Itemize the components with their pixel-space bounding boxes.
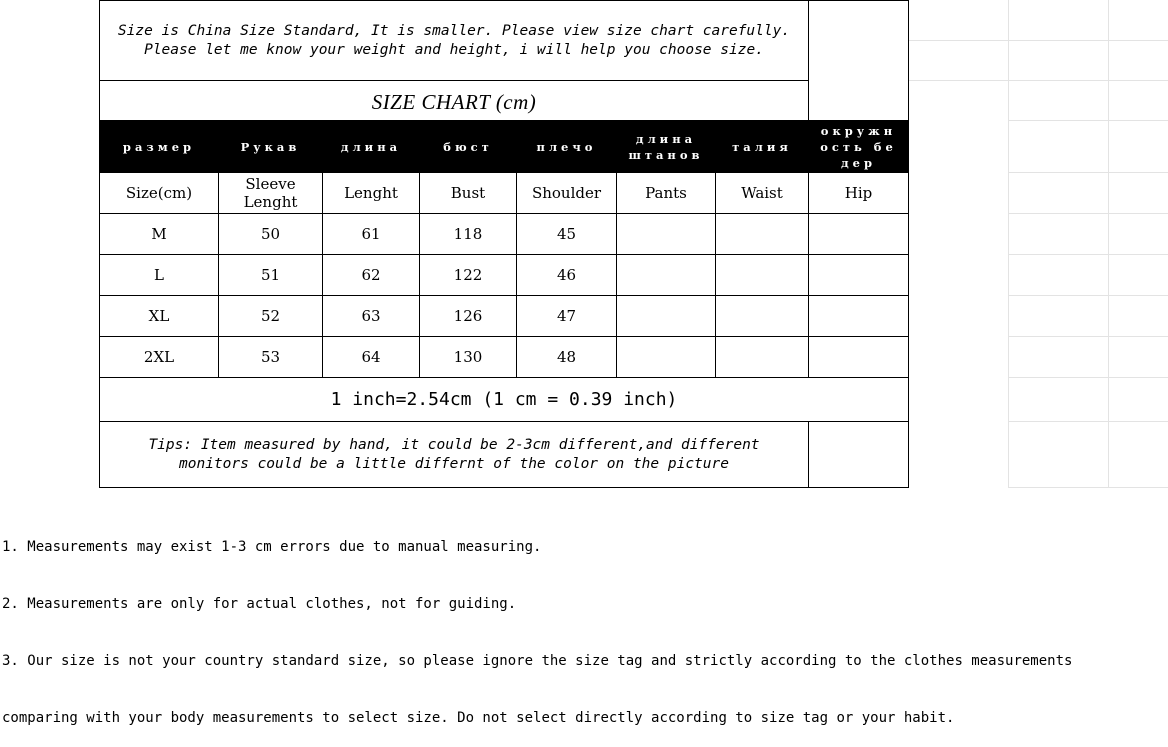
ru-header-waist: талия (715, 120, 809, 173)
row-xl-sleeve: 52 (218, 295, 323, 337)
row-2xl-shoulder: 48 (516, 336, 617, 378)
size-standard-note (99, 0, 809, 81)
tips-note (99, 421, 809, 488)
note-1: 1. Measurements may exist 1-3 cm errors due to manual measuring. (2, 539, 542, 555)
row-l-hip (808, 254, 909, 296)
row-xl-size: XL (99, 295, 219, 337)
en-header-hip: Hip (808, 172, 909, 214)
row-xl-bust: 126 (419, 295, 517, 337)
note-3-continued: comparing with your body measurements to select size. Do not select directly according to size tag or your habit. (2, 710, 955, 726)
russian-header-row (99, 120, 909, 173)
size-chart-table (99, 0, 909, 488)
chart-title: SIZE CHART (cm) (99, 80, 809, 121)
en-header-waist: Waist (715, 172, 809, 214)
row-m-bust: 118 (419, 213, 517, 255)
row-l-waist (715, 254, 809, 296)
note-2: 2. Measurements are only for actual clothes, not for guiding. (2, 596, 517, 612)
tips-line-2: monitors could be a little differnt of the color on the picture (179, 455, 729, 472)
en-header-size: Size(cm) (99, 172, 219, 214)
row-l-bust: 122 (419, 254, 517, 296)
ru-header-bust: бюст (419, 120, 517, 173)
row-xl-pants (616, 295, 716, 337)
row-2xl-length: 64 (322, 336, 420, 378)
row-m-shoulder: 45 (516, 213, 617, 255)
row-2xl-waist (715, 336, 809, 378)
row-xl-shoulder: 47 (516, 295, 617, 337)
en-header-shoulder: Shoulder (516, 172, 617, 214)
row-2xl-sleeve: 53 (218, 336, 323, 378)
tips-line-1: Tips: Item measured by hand, it could be 2-3cm different,and different (148, 436, 760, 453)
measurement-notes (2, 500, 1072, 747)
en-header-bust: Bust (419, 172, 517, 214)
row-2xl-hip (808, 336, 909, 378)
row-2xl-size: 2XL (99, 336, 219, 378)
size-standard-note-line-1: Size is China Size Standard, It is smaller. Please view size chart carefully. (117, 22, 791, 39)
row-m-size: M (99, 213, 219, 255)
ru-header-length: длина (322, 120, 420, 173)
row-m-pants (616, 213, 716, 255)
inch-conversion: 1 inch=2.54cm (1 cm = 0.39 inch) (99, 377, 909, 422)
row-l-length: 62 (322, 254, 420, 296)
row-xl-waist (715, 295, 809, 337)
row-l-pants (616, 254, 716, 296)
row-m-hip (808, 213, 909, 255)
en-header-length: Lenght (322, 172, 420, 214)
ru-header-pants: длина штанов (616, 120, 716, 173)
ru-header-size: размер (99, 120, 219, 173)
row-xl-hip (808, 295, 909, 337)
row-l-size: L (99, 254, 219, 296)
en-header-pants: Pants (616, 172, 716, 214)
row-2xl-pants (616, 336, 716, 378)
row-l-shoulder: 46 (516, 254, 617, 296)
row-xl-length: 63 (322, 295, 420, 337)
row-l-sleeve: 51 (218, 254, 323, 296)
size-standard-note-line-2: Please let me know your weight and height, i will help you choose size. (144, 41, 764, 58)
empty-tips-side-cell (808, 421, 909, 488)
en-header-sleeve: Sleeve Lenght (218, 172, 323, 214)
ru-header-sleeve: Рукав (218, 120, 323, 173)
row-2xl-bust: 130 (419, 336, 517, 378)
row-m-waist (715, 213, 809, 255)
empty-side-cell (808, 0, 909, 121)
row-m-sleeve: 50 (218, 213, 323, 255)
ru-header-hip: окружность бедер (808, 120, 909, 173)
ru-header-shoulder: плечо (516, 120, 617, 173)
note-3: 3. Our size is not your country standard size, so please ignore the size tag and strictly according to the clothes measurements (2, 653, 1073, 669)
row-m-length: 61 (322, 213, 420, 255)
